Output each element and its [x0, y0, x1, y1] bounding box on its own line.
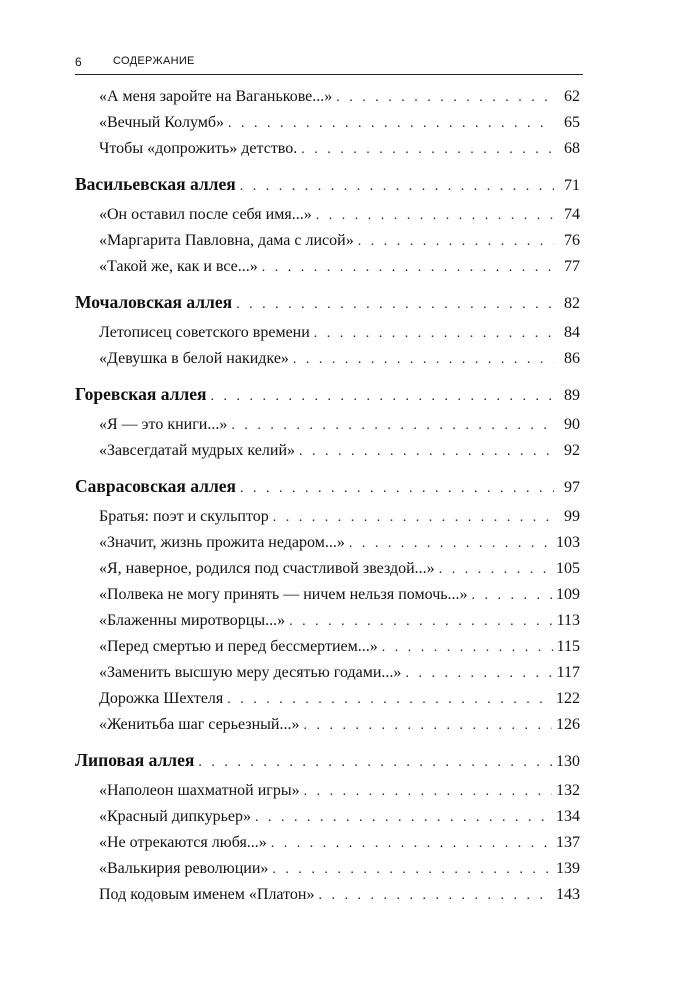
- dot-leader: [299, 444, 554, 460]
- section-heading[interactable]: [75, 292, 580, 324]
- dot-leader: [318, 888, 552, 904]
- page-ref: 77: [564, 258, 580, 275]
- toc-entry-title: «Девушка в белой накидке»: [99, 350, 289, 367]
- page-ref: 137: [556, 834, 580, 851]
- toc-entry-title: «Блаженны миротворцы...»: [99, 612, 286, 629]
- toc-entry-title: «Завсегдатай мудрых келий»: [99, 442, 296, 459]
- page-ref: 97: [564, 479, 580, 496]
- section-heading[interactable]: [75, 750, 580, 782]
- page-ref: 130: [556, 753, 580, 770]
- toc-entry-title: «Перед смертью и перед бессмертием...»: [99, 638, 378, 655]
- dot-leader: [231, 418, 554, 434]
- page-ref: 122: [556, 690, 580, 707]
- toc-entry[interactable]: [75, 638, 580, 664]
- page-ref: 71: [564, 177, 580, 194]
- dot-leader: [236, 297, 554, 313]
- dot-leader: [198, 755, 552, 771]
- page-ref: 76: [564, 232, 580, 249]
- toc-entry[interactable]: [75, 860, 580, 886]
- page-ref: 134: [556, 808, 580, 825]
- page-ref: 82: [564, 295, 580, 312]
- dot-leader: [439, 562, 552, 578]
- toc-entry[interactable]: [75, 808, 580, 834]
- toc-entry[interactable]: [75, 560, 580, 586]
- section-heading[interactable]: [75, 384, 580, 416]
- page-number: 6: [75, 55, 82, 69]
- page-ref: 105: [556, 560, 580, 577]
- toc-entry[interactable]: [75, 232, 580, 258]
- page-ref: 68: [564, 140, 580, 157]
- page-ref: 65: [564, 114, 580, 131]
- toc-entry-title: «Я — это книги...»: [99, 416, 228, 433]
- page-ref: 117: [556, 664, 580, 681]
- dot-leader: [227, 692, 552, 708]
- dot-leader: [349, 536, 552, 552]
- table-of-contents: [75, 88, 580, 912]
- dot-leader: [301, 142, 554, 158]
- section-heading-title: Горевская аллея: [75, 384, 207, 404]
- toc-entry-title: «Я, наверное, родился под счастливой звездой...»: [99, 560, 435, 577]
- dot-leader: [255, 810, 552, 826]
- toc-entry-title: «Валькирия революции»: [99, 860, 269, 877]
- running-header: [75, 52, 583, 75]
- toc-entry-title: Чтобы «допрожить» детство.: [99, 140, 298, 157]
- dot-leader: [336, 90, 554, 106]
- page-ref: 115: [556, 638, 580, 655]
- toc-entry[interactable]: [75, 350, 580, 376]
- toc-entry[interactable]: [75, 534, 580, 560]
- toc-entry-title: Летописец советского времени: [99, 324, 310, 341]
- toc-entry-title: Под кодовым именем «Платон»: [99, 886, 315, 903]
- page-ref: 132: [556, 782, 580, 799]
- toc-entry[interactable]: [75, 612, 580, 638]
- toc-entry[interactable]: [75, 416, 580, 442]
- toc-entry[interactable]: [75, 258, 580, 284]
- dot-leader: [210, 389, 554, 405]
- toc-entry-title: «Не отрекаются любя...»: [99, 834, 267, 851]
- page-ref: 103: [556, 534, 580, 551]
- toc-entry-title: Братья: поэт и скульптор: [99, 508, 269, 525]
- page-ref: 62: [564, 88, 580, 105]
- toc-entry-title: «Такой же, как и все...»: [99, 258, 258, 275]
- dot-leader: [272, 862, 552, 878]
- section-heading-title: Липовая аллея: [75, 750, 195, 770]
- dot-leader: [271, 836, 552, 852]
- toc-entry-title: Дорожка Шехтеля: [99, 690, 224, 707]
- toc-entry[interactable]: [75, 834, 580, 860]
- toc-entry[interactable]: [75, 206, 580, 232]
- toc-entry[interactable]: [75, 586, 580, 612]
- toc-entry-title: «Женитьба шаг серьезный...»: [99, 716, 300, 733]
- toc-entry-title: «Маргарита Павловна, дама с лисой»: [99, 232, 354, 249]
- toc-entry-title: «Наполеон шахматной игры»: [99, 782, 300, 799]
- page-ref: 143: [556, 886, 580, 903]
- toc-entry[interactable]: [75, 716, 580, 742]
- toc-entry-title: «Вечный Колумб»: [99, 114, 224, 131]
- toc-entry[interactable]: [75, 88, 580, 114]
- dot-leader: [273, 510, 554, 526]
- page-ref: 139: [556, 860, 580, 877]
- section-heading-title: Мочаловская аллея: [75, 292, 233, 312]
- dot-leader: [289, 614, 552, 630]
- toc-section: [75, 292, 580, 376]
- toc-entry-title: «Заменить высшую меру десятью годами...»: [99, 664, 402, 681]
- dot-leader: [405, 666, 552, 682]
- toc-entry[interactable]: [75, 508, 580, 534]
- page-ref: 99: [564, 508, 580, 525]
- toc-entry-title: «Значит, жизнь прожита недаром...»: [99, 534, 345, 551]
- toc-entry[interactable]: [75, 114, 580, 140]
- toc-section: [75, 88, 580, 166]
- toc-entry[interactable]: [75, 664, 580, 690]
- toc-entry-title: «Он оставил после себя имя...»: [99, 206, 312, 223]
- dot-leader: [262, 260, 554, 276]
- toc-entry[interactable]: [75, 782, 580, 808]
- toc-entry[interactable]: [75, 690, 580, 716]
- toc-section: [75, 384, 580, 468]
- page-ref: 126: [556, 716, 580, 733]
- page-ref: 74: [564, 206, 580, 223]
- page-ref: 113: [556, 612, 580, 629]
- page-ref: 89: [564, 387, 580, 404]
- dot-leader: [228, 116, 554, 132]
- page-ref: 90: [564, 416, 580, 433]
- page-ref: 86: [564, 350, 580, 367]
- dot-leader: [240, 481, 554, 497]
- section-heading-title: Васильевская аллея: [75, 174, 236, 194]
- toc-section: [75, 174, 580, 284]
- toc-entry-title: «Красный дипкурьер»: [99, 808, 251, 825]
- page-ref: 92: [564, 442, 580, 459]
- toc-entry-title: «А меня заройте на Ваганькове...»: [99, 88, 333, 105]
- toc-section: [75, 476, 580, 742]
- dot-leader: [240, 179, 554, 195]
- dot-leader: [358, 234, 554, 250]
- toc-section: [75, 750, 580, 912]
- toc-entry-title: «Полвека не могу принять — ничем нельзя помочь...»: [99, 586, 468, 603]
- page-ref: 109: [556, 586, 580, 603]
- toc-entry[interactable]: [75, 442, 580, 468]
- section-heading-title: Саврасовская аллея: [75, 476, 237, 496]
- section-heading[interactable]: [75, 476, 580, 508]
- toc-entry[interactable]: [75, 886, 580, 912]
- toc-entry[interactable]: [75, 324, 580, 350]
- dot-leader: [304, 784, 552, 800]
- section-heading[interactable]: [75, 174, 580, 206]
- dot-leader: [472, 588, 552, 604]
- dot-leader: [316, 208, 554, 224]
- dot-leader: [382, 640, 553, 656]
- dot-leader: [303, 718, 552, 734]
- dot-leader: [293, 352, 554, 368]
- page-ref: 84: [564, 324, 580, 341]
- running-title: СОДЕРЖАНИЕ: [113, 55, 195, 67]
- dot-leader: [314, 326, 554, 342]
- toc-entry[interactable]: [75, 140, 580, 166]
